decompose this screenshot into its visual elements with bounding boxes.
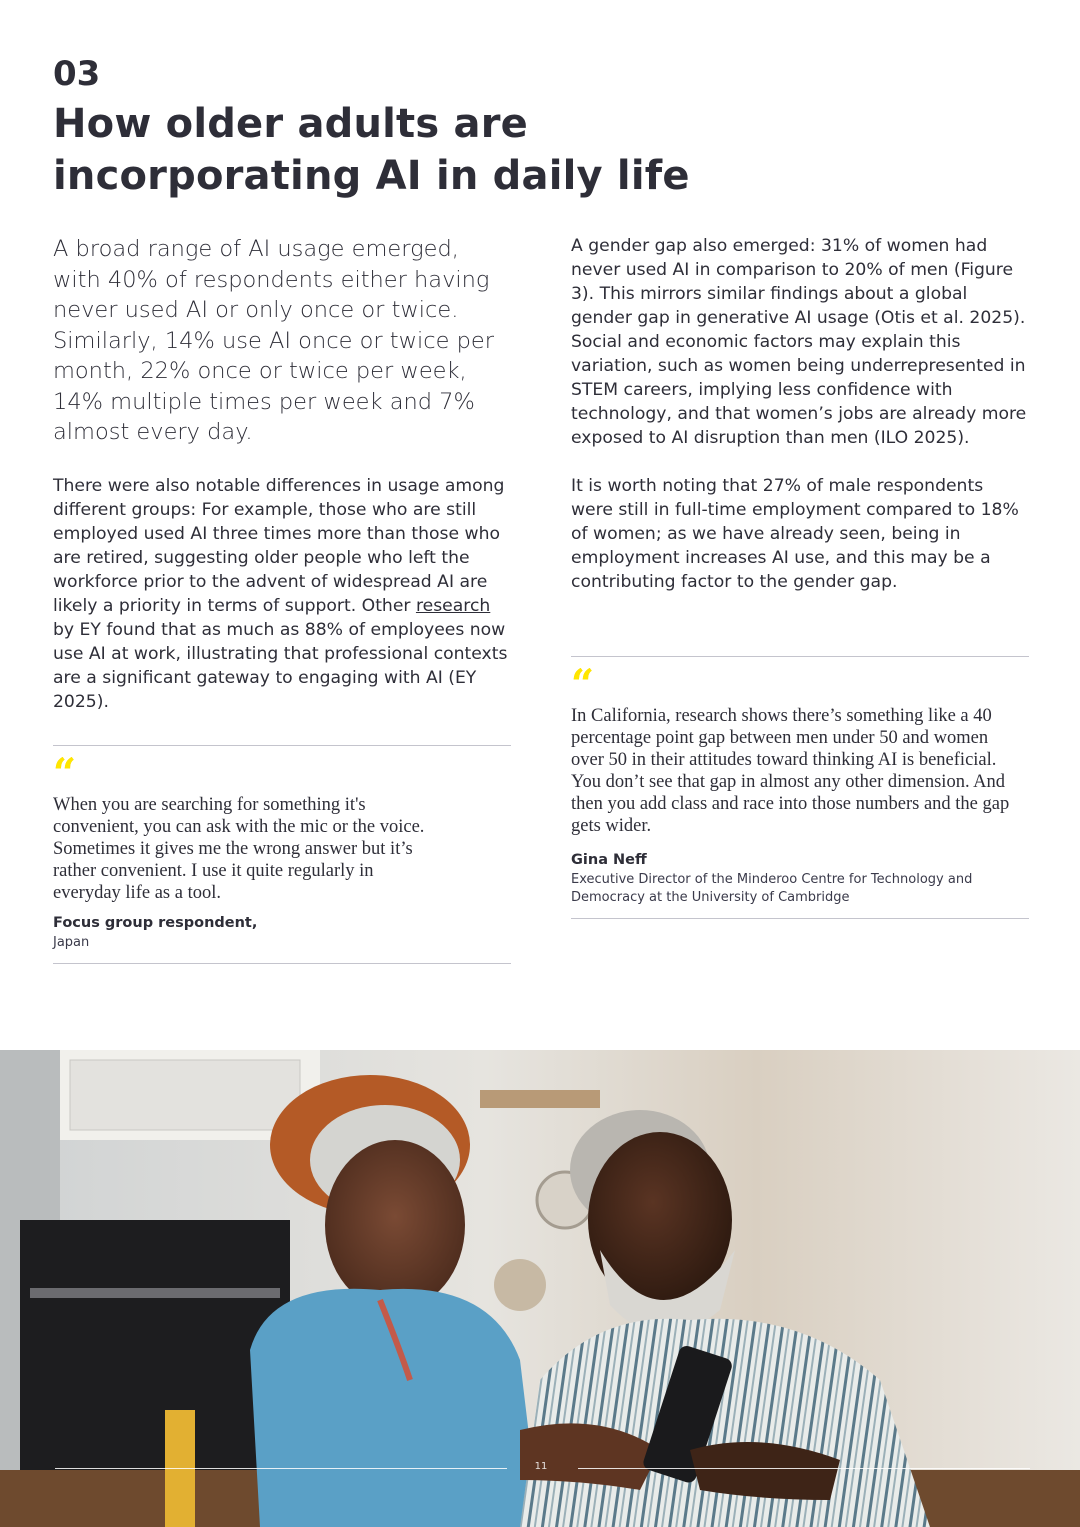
usage-paragraph <box>53 474 513 714</box>
left-column <box>53 234 513 714</box>
quote-mark-icon: “ <box>571 661 595 708</box>
quote-author-role: Executive Director of the Minderoo Centre for Technology and Democracy at the University of Cambridge <box>571 872 973 905</box>
lead-paragraph: A broad range of AI usage emerged, with 40% of respondents either having never used AI or only once or twice. Similarly, 14% use AI once or twice per month, 22% once or twice per week, 14% multiple times per week and 7% almost every day. <box>53 236 494 445</box>
quote-text: When you are searching for something it's convenient, you can ask with the mic or the voice. Sometimes it gives me the wrong answer but it’s rather convenient. I use it quite regularly in everyday life as a tool. <box>53 795 425 903</box>
quote-author: Focus group respondent, <box>53 915 258 931</box>
gender-gap-paragraph: A gender gap also emerged: 31% of women had never used AI in comparison to 20% of men (Figure 3). This mirrors similar findings about a global gender gap in generative AI usage (Otis et al. 2025). Social and economic factors may explain this variation, such as women being underrepresented in STEM careers, implying less confidence with technology, and that women’s jobs are already more exposed to AI disruption than men (ILO 2025). <box>571 236 1027 448</box>
title-line-2: incorporating AI in daily life <box>53 153 690 199</box>
page-number: 11 <box>534 1461 548 1472</box>
quote-box-left <box>53 745 511 964</box>
quote-text: In California, research shows there’s something like a 40 percentage point gap between men under 50 and women over 50 in their attitudes toward thinking AI is beneficial. You don’t see that gap in almost any other dimension. And then you add class and race into those numbers and the gap gets wider. <box>571 706 1010 836</box>
footer-rule-left <box>55 1468 507 1469</box>
usage-text-before-link: There were also notable differences in usage among different groups: For example, those who are still employed used AI three times more than those who are retired, suggesting older people who left the workforce prior to the advent of widespread AI are likely a priority in terms of support. Other <box>53 475 505 616</box>
quote-box-right <box>571 656 1029 919</box>
section-number: 03 <box>53 54 101 94</box>
quote-author: Gina Neff <box>571 852 647 868</box>
research-link[interactable]: research <box>415 595 491 616</box>
title-line-1: How older adults are <box>53 101 528 147</box>
quote-author-role: Japan <box>53 935 90 950</box>
usage-text-after-link: by EY found that as much as 88% of employees now use AI at work, illustrating that professional contexts are a significant gateway to engaging with AI (EY 2025). <box>53 619 508 712</box>
right-column <box>571 234 1029 594</box>
quote-mark-icon: “ <box>53 750 77 797</box>
employment-paragraph: It is worth noting that 27% of male respondents were still in full-time employment compared to 18% of women; as we have already seen, being in employment increases AI use, and this may be a contributing factor to the gender gap. <box>571 476 1019 592</box>
photo-older-couple-with-phone <box>0 1050 1080 1527</box>
page-title <box>53 98 753 202</box>
footer-rule-right <box>578 1468 1030 1469</box>
